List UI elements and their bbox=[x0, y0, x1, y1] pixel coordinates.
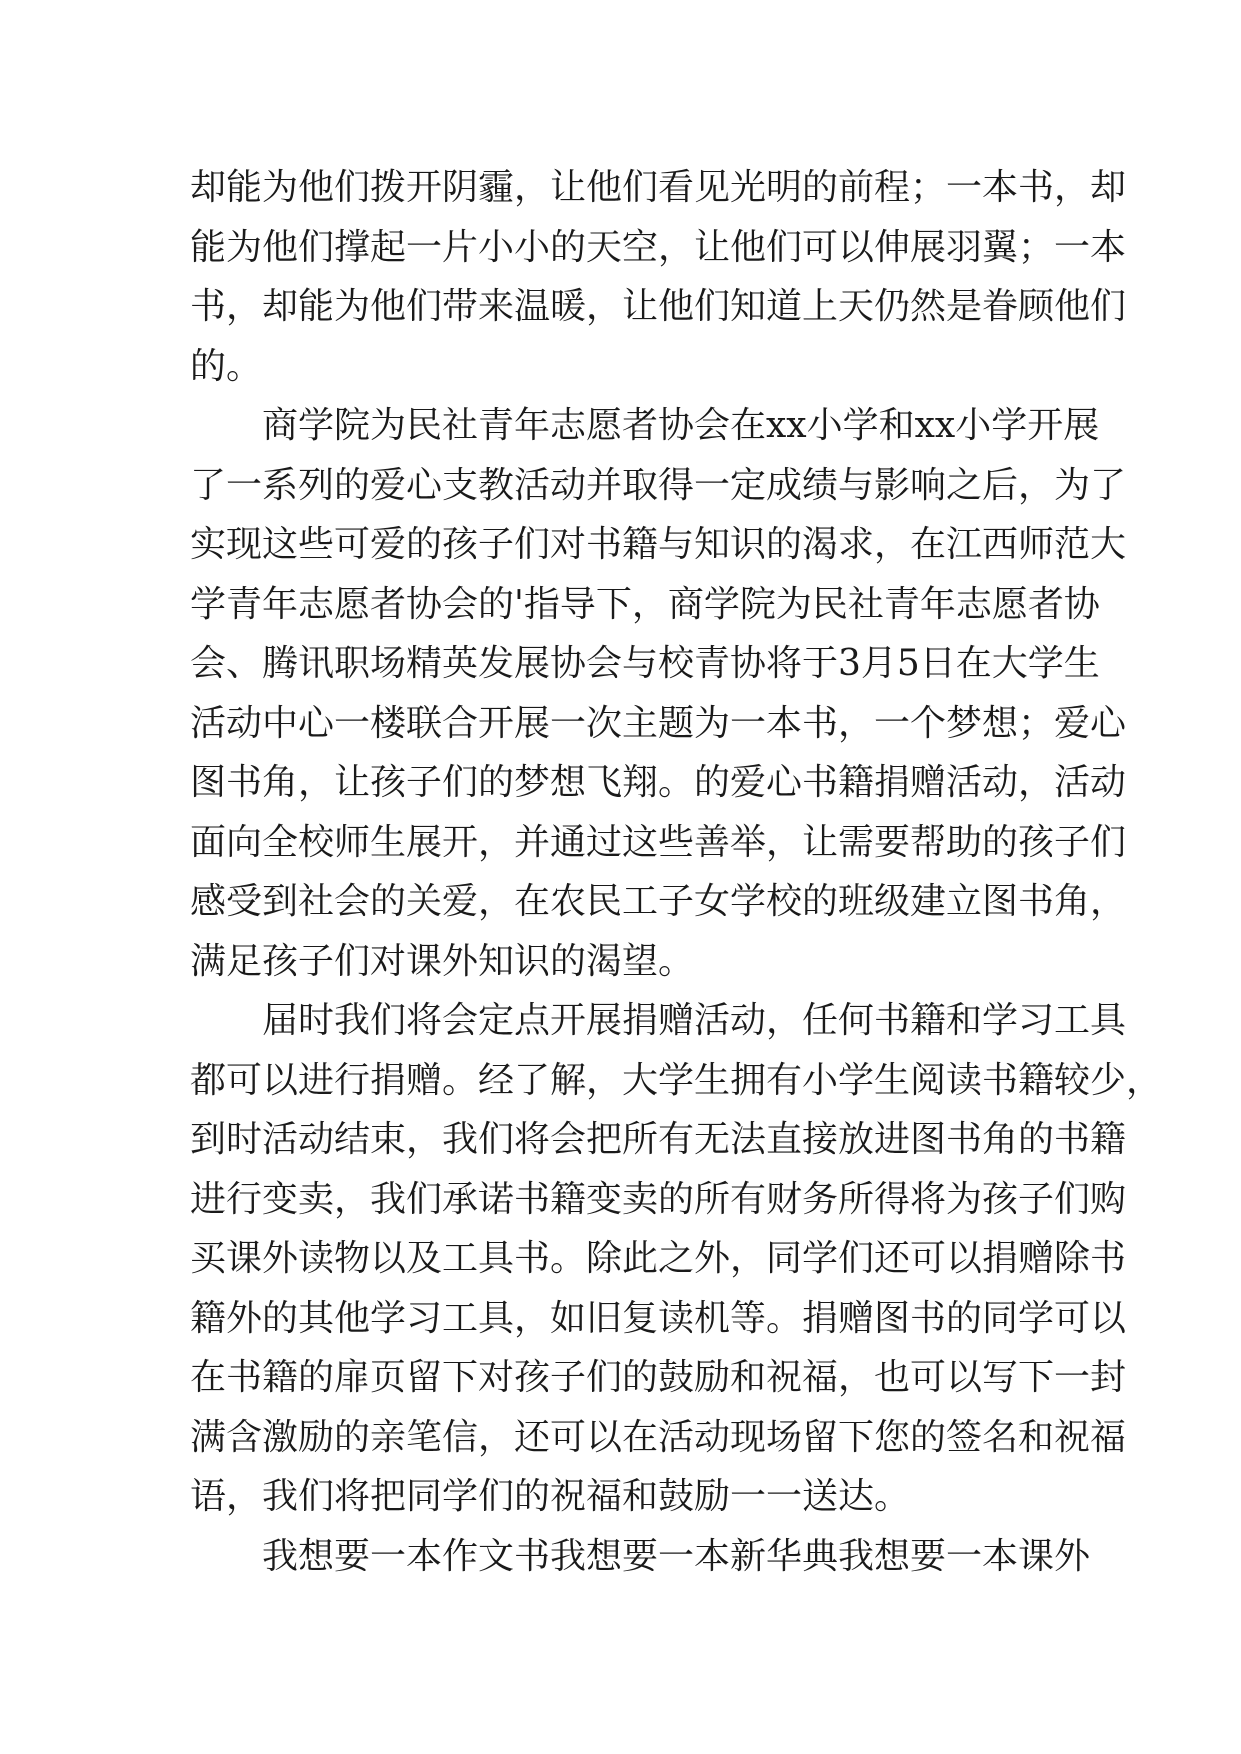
text-line: 籍外的其他学习工具，如旧复读机等。捐赠图书的同学可以 bbox=[190, 1297, 1127, 1339]
text-line: 书，却能为他们带来温暖，让他们知道上天仍然是眷顾他们 bbox=[190, 286, 1127, 327]
text-line: 到时活动结束，我们将会把所有无法直接放进图书角的书籍 bbox=[190, 1119, 1127, 1160]
text-line: 都可以进行捐赠。经了解，大学生拥有小学生阅读书籍较少， bbox=[190, 1059, 1163, 1101]
text-line: 却能为他们拨开阴霾，让他们看见光明的前程；一本书，却 bbox=[190, 167, 1127, 208]
text-line: 能为他们撑起一片小小的天空，让他们可以伸展羽翼；一本 bbox=[190, 226, 1127, 268]
text-line: 图书角，让孩子们的梦想飞翔。的爱心书籍捐赠活动，活动 bbox=[190, 762, 1127, 803]
text-line: 实现这些可爱的孩子们对书籍与知识的渴求，在江西师范大 bbox=[190, 524, 1127, 565]
text-line: 了一系列的爱心支教活动并取得一定成绩与影响之后，为了 bbox=[190, 464, 1127, 506]
text-line: 活动中心一楼联合开展一次主题为一本书，一个梦想；爱心 bbox=[190, 702, 1127, 744]
paragraph-first-line: 商学院为民社青年志愿者协会在xx小学和xx小学开展 bbox=[262, 405, 1100, 446]
paragraph-first-line: 我想要一本作文书我想要一本新华典我想要一本课外 bbox=[262, 1535, 1091, 1577]
text-line: 在书籍的扉页留下对孩子们的鼓励和祝福，也可以写下一封 bbox=[190, 1357, 1127, 1398]
paragraph-first-line: 届时我们将会定点开展捐赠活动，任何书籍和学习工具 bbox=[262, 1000, 1127, 1041]
text-line: 会、腾讯职场精英发展协会与校青协将于3月5日在大学生 bbox=[190, 643, 1100, 684]
body-text bbox=[190, 158, 1163, 1586]
text-line: 学青年志愿者协会的'指导下，商学院为民社青年志愿者协 bbox=[190, 583, 1100, 625]
text-line: 买课外读物以及工具书。除此之外，同学们还可以捐赠除书 bbox=[190, 1238, 1127, 1279]
text-line: 语，我们将把同学们的祝福和鼓励一一送达。 bbox=[190, 1476, 911, 1517]
text-line: 的。 bbox=[190, 345, 263, 387]
text-line: 感受到社会的关爱，在农民工子女学校的班级建立图书角， bbox=[190, 881, 1127, 922]
text-line: 进行变卖，我们承诺书籍变卖的所有财务所得将为孩子们购 bbox=[190, 1178, 1127, 1220]
text-line: 面向全校师生展开，并通过这些善举，让需要帮助的孩子们 bbox=[190, 821, 1127, 863]
text-line: 满足孩子们对课外知识的渴望。 bbox=[190, 940, 695, 982]
text-line: 满含激励的亲笔信，还可以在活动现场留下您的签名和祝福 bbox=[190, 1416, 1127, 1458]
